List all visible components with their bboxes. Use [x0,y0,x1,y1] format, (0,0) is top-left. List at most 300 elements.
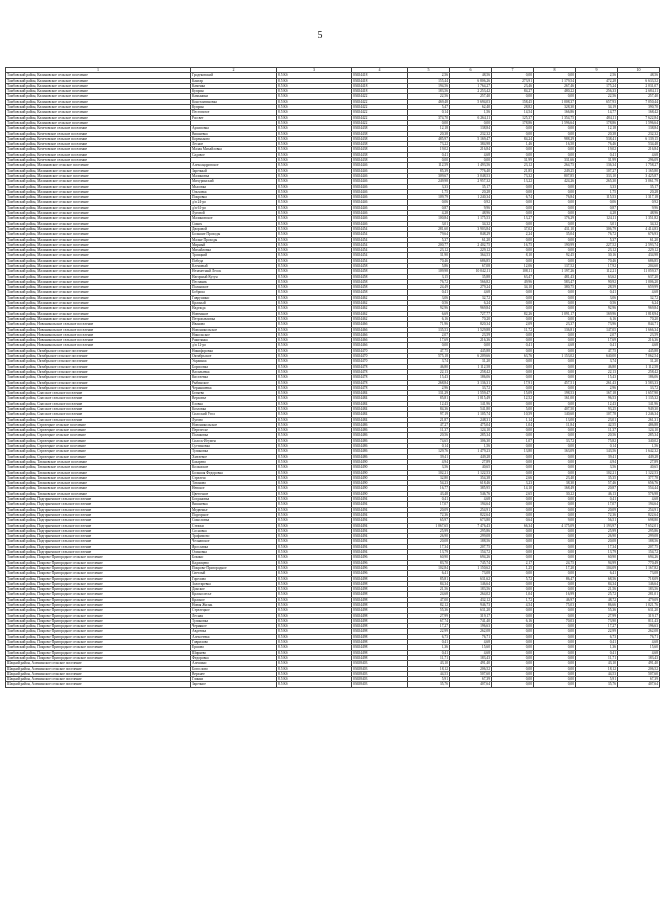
table-cell-col-3: 8.5 Кб [277,168,352,173]
table-cell-col-10: 281,01 [618,592,660,597]
table-cell-col-3: 8.5 Кб [277,301,352,306]
table-cell-col-3: 8.5 Кб [277,565,352,570]
table-cell-col-1: Тамбовский район, Малиновское сельское поселение [6,242,191,247]
table-cell-col-4: 03654454 [352,237,408,242]
table-cell-col-8: 46,97 [534,597,576,602]
table-cell-col-9: 6,16 [576,316,618,321]
table-cell-col-8: 190,99 [534,242,576,247]
table-cell-col-9: 306,79 [576,226,618,231]
table-cell-col-10: 811,43 [618,618,660,623]
table-cell-col-4: 03654496 [352,571,408,576]
table-cell-col-8: 0,00 [534,126,576,131]
table-cell-col-7: 0,00 [492,237,534,242]
table-cell-col-1: Тамбовский район, Малиновское сельское поселение [6,200,191,205]
table-cell-col-9: 26,90 [576,534,618,539]
table-cell-col-5: 1,36 [408,645,450,650]
table-cell-col-1: Тамбовский район, Малиновское сельское поселение [6,274,191,279]
table-cell-col-5: 2,96 [408,385,450,390]
table-cell-col-7: 0,00 [492,444,534,449]
table-cell-col-4: 03654486 [352,433,408,438]
table-cell-col-9: 39,41 [576,454,618,459]
table-cell-col-10: 1 165,80 [618,168,660,173]
table-cell-col-1: Тамбовский район, Покрово-Пригородное сельское поселение [6,597,191,602]
table-cell-col-5: 2,07 [408,332,450,337]
table-cell-col-4: 03654446 [352,168,408,173]
table-cell-col-9: 44,53 [576,671,618,676]
table-cell-col-3: 8.5 Кб [277,613,352,618]
table-cell-col-3: 8.5 Кб [277,311,352,316]
table-cell-col-3: 8.5 Кб [277,454,352,459]
table-cell-col-7: 2,66 [492,475,534,480]
table-cell-col-3: 8.5 Кб [277,666,352,671]
table-cell-col-6: 70,20 [450,316,492,321]
table-cell-col-10: 48,96 [618,211,660,216]
table-cell-col-2: Новоникольское [191,327,277,332]
table-cell-col-5: 46,80 [408,364,450,369]
table-cell-col-1: Тамбовский район, Спасское сельское поселение [6,401,191,406]
table-cell-col-6: 631,20 [450,608,492,613]
table-cell-col-3: 8.5 Кб [277,523,352,528]
table-cell-col-7: 63,47 [492,274,534,279]
table-cell-col-9: 34,19 [576,105,618,110]
table-cell-col-9: 107,78 [576,412,618,417]
table-cell-col-6: 4,68 [450,290,492,295]
table-cell-col-4: 03654484 [352,396,408,401]
table-cell-col-8: 481,43 [534,274,576,279]
table-cell-col-9: 35,76 [576,682,618,687]
table-cell-col-2: Алешино [191,661,277,666]
table-cell-col-8: 0,00 [534,237,576,242]
table-cell-col-6: 384,98 [450,142,492,147]
table-cell-col-5: 20,56 [408,433,450,438]
table-cell-col-10: 4,68 [618,640,660,645]
table-cell-col-5: 6,16 [408,316,450,321]
table-cell-col-7: 0,64 [492,518,534,523]
table-cell-col-10: 229,12 [618,248,660,253]
table-cell-col-8: 136,81 [534,327,576,332]
table-cell-col-9: 28,59 [576,285,618,290]
table-cell-col-10: 637,20 [618,274,660,279]
table-cell-col-3: 8.5 Кб [277,343,352,348]
table-cell-col-10: 70,20 [618,316,660,321]
table-cell-col-8: 23,37 [534,322,576,327]
table-cell-col-3: 8.5 Кб [277,650,352,655]
table-cell-col-10: 1 167,82 [618,565,660,570]
table-cell-col-3: 8.5 Кб [277,136,352,141]
table-cell-col-2: Трофимово [191,534,277,539]
table-cell-col-8: 0,00 [534,73,576,78]
table-cell-col-2: Ольховка [191,189,277,194]
table-cell-col-5: 72,36 [408,512,450,517]
table-cell-col-1: Тамбовский район, Татановское сельское поселение [6,465,191,470]
table-cell-col-5: 85,39 [408,168,450,173]
table-cell-col-5: 135,53 [408,327,450,332]
table-cell-col-6: 6 806,26 [450,78,492,83]
table-cell-col-5: 85,81 [408,396,450,401]
table-cell-col-2: Новая Жизнь [191,602,277,607]
table-cell-col-4: 03654446 [352,200,408,205]
table-cell-col-4: 03658403 [352,661,408,666]
table-cell-col-3: 8.5 Кб [277,242,352,247]
table-cell-col-5: 54,23 [408,481,450,486]
table-cell-col-9: 256,33 [576,89,618,94]
table-cell-col-10: 61,20 [618,237,660,242]
table-cell-col-5: 21,87 [408,417,450,422]
table-cell-col-2: Иваново [191,322,277,327]
table-cell-col-4: 03654498 [352,634,408,639]
table-cell-col-4: 03654494 [352,507,408,512]
table-cell-col-9: 0,41 [576,152,618,157]
table-cell-col-4: 03654438 [352,152,408,157]
table-cell-col-4: 03654486 [352,454,408,459]
table-cell-col-5: 82,12 [408,602,450,607]
table-cell-col-6: 0,00 [450,343,492,348]
table-cell-col-1: Тамбовский район, Калиновское сельское поселение [6,99,191,104]
table-cell-col-7: 2,24 [492,232,534,237]
table-cell-col-7: 0,00 [492,211,534,216]
table-cell-col-9: 261,43 [576,380,618,385]
table-cell-col-10: 262,08 [618,629,660,634]
table-cell-col-7: 1,04 [492,422,534,427]
table-cell-col-1: Тамбовский район, Покрово-Пригородное сельское поселение [6,613,191,618]
table-cell-col-7: 5,00 [492,407,534,412]
table-cell-col-10: 254,91 [618,507,660,512]
table-cell-col-10: 491,40 [618,661,660,666]
table-cell-col-7: 0,00 [492,581,534,586]
table-cell-col-2: Тулиновка [191,449,277,454]
table-cell-col-4: 03654484 [352,401,408,406]
table-cell-col-8: 0,00 [534,571,576,576]
table-cell-col-5: 469,48 [408,99,450,104]
table-cell-col-4: 03654418 [352,83,408,88]
table-cell-col-7: 0,00 [492,608,534,613]
table-cell-col-2: Нагорный Кутун [191,274,277,279]
table-cell-col-5: 73,22 [408,142,450,147]
table-cell-col-9: 93,25 [576,407,618,412]
table-cell-col-8: 0,00 [534,502,576,507]
table-cell-col-1: Тамбовский район, Малиновское сельское поселение [6,301,191,306]
table-cell-col-3: 8.5 Кб [277,316,352,321]
table-cell-col-9: 68,56 [576,576,618,581]
table-cell-col-6: 445,88 [450,348,492,353]
table-cell-col-8: 176,29 [534,216,576,221]
column-header-3: 3 [277,68,352,73]
table-cell-col-3: 8.5 Кб [277,263,352,268]
table-cell-col-4: 03654462 [352,316,408,321]
table-cell-col-10: 1 758,27 [618,163,660,168]
table-cell-col-5: 0,56 [408,301,450,306]
table-cell-col-4: 03654494 [352,539,408,544]
table-cell-col-4: 03654454 [352,226,408,231]
table-cell-col-9: 63,62 [576,274,618,279]
table-cell-col-1: Тамбовский район, Спасское сельское поселение [6,417,191,422]
table-cell-col-2: Стрелецкое [191,608,277,613]
table-cell-col-8: 0,00 [534,512,576,517]
table-cell-col-9: 112,21 [576,269,618,274]
table-cell-col-7: 66,34 [492,523,534,528]
table-cell-col-7: 0,00 [492,131,534,136]
table-cell-col-6: 1 105,74 [450,412,492,417]
table-cell-col-1: Тамбовский район, Октябрьское сельское поселение [6,348,191,353]
table-cell-col-9: 11,71 [576,655,618,660]
table-cell-col-8: 0,00 [534,369,576,374]
table-cell-col-9: 57,46 [576,481,618,486]
table-cell-col-8: 0,00 [534,221,576,226]
table-cell-col-6: 727,77 [450,311,492,316]
table-cell-col-3: 8.5 Кб [277,544,352,549]
table-cell-col-6: 631,62 [450,576,492,581]
table-cell-col-7: 0,00 [492,290,534,295]
table-cell-col-3: 8.5 Кб [277,221,352,226]
table-cell-col-9: 124,11 [576,216,618,221]
table-cell-col-4: 03654438 [352,136,408,141]
table-cell-col-3: 8.5 Кб [277,354,352,359]
table-cell-col-8: 0,00 [534,539,576,544]
table-cell-col-2: Никифоровка [191,348,277,353]
table-cell-col-8: 1 179,54 [534,78,576,83]
table-cell-col-6: 2 253,42 [450,89,492,94]
table-cell-col-10: 4,68 [618,343,660,348]
table-cell-col-8: 13,00 [534,417,576,422]
table-cell-col-7: 23,12 [492,163,534,168]
table-cell-col-8: 1 354,75 [534,115,576,120]
table-cell-col-2: Украинка [191,359,277,364]
table-cell-col-4: 03654454 [352,242,408,247]
table-cell-col-6: 183,43 [450,655,492,660]
table-cell-col-3: 8.5 Кб [277,444,352,449]
table-cell-col-1: Тамбовский район, Покрово-Пригородное сельское поселение [6,581,191,586]
table-cell-col-5: 0,00 [408,158,450,163]
table-cell-col-9: 47,75 [576,348,618,353]
table-cell-col-8: 0,00 [534,454,576,459]
table-cell-col-6: 40,65 [450,465,492,470]
table-cell-col-2: Луговой [191,211,277,216]
table-cell-col-1: Тамбовский район, Татановское сельское поселение [6,486,191,491]
table-cell-col-9: 2,96 [576,385,618,390]
table-cell-col-7: 0,00 [492,189,534,194]
table-cell-col-5: 11,71 [408,655,450,660]
table-cell-col-2: Малая Михайловка [191,147,277,152]
table-cell-col-10: 319,17 [618,613,660,618]
table-cell-col-8: 92,45 [534,253,576,258]
table-cell-col-2: Новоникольское [191,422,277,427]
table-cell-col-1: Тамбовский район, Малиновское сельское поселение [6,248,191,253]
table-cell-col-3: 8.5 Кб [277,120,352,125]
table-cell-col-4: 03654490 [352,491,408,496]
table-cell-col-1: Тамбовский район, Подгорненское сельское поселение [6,550,191,555]
table-cell-col-10: 479,09 [618,597,660,602]
table-cell-col-3: 8.5 Кб [277,507,352,512]
table-cell-col-4: 03658403 [352,666,408,671]
table-cell-col-4: 03654498 [352,618,408,623]
table-cell-col-2: Пестоватое [191,110,277,115]
table-cell-col-7: 0,00 [492,534,534,539]
table-cell-col-6: 194,64 [450,502,492,507]
table-cell-col-3: 8.5 Кб [277,576,352,581]
table-cell-col-4: 03654422 [352,115,408,120]
table-cell-col-8: 583,47 [534,279,576,284]
table-cell-col-6: 0,00 [450,120,492,125]
table-cell-col-10: 40,65 [618,465,660,470]
table-cell-col-8: 1 091,17 [534,311,576,316]
table-cell-col-7: 0,00 [492,640,534,645]
column-header-2: 2 [191,68,277,73]
table-cell-col-5: 268,84 [408,380,450,385]
table-cell-col-1: Тамбовский район, Татановское сельское поселение [6,470,191,475]
table-cell-col-6: 673,80 [450,518,492,523]
table-cell-col-4: 03654458 [352,269,408,274]
table-cell-col-4: 03654446 [352,179,408,184]
table-cell-col-5: 249,98 [408,179,450,184]
table-cell-col-6: 35,88 [450,274,492,279]
table-cell-col-8: 0,00 [534,534,576,539]
table-cell-col-5: 16,77 [408,486,450,491]
table-cell-col-5: 97,19 [408,412,450,417]
table-cell-col-3: 8.5 Кб [277,226,352,231]
table-cell-col-3: 8.5 Кб [277,327,352,332]
table-cell-col-3: 8.5 Кб [277,555,352,560]
table-cell-col-7: 0,00 [492,301,534,306]
table-cell-col-1: Тамбовский район, Калиновское сельское поселение [6,105,191,110]
table-cell-col-10: 299,08 [618,534,660,539]
table-cell-col-3: 8.5 Кб [277,279,352,284]
table-cell-col-8: 0,00 [534,624,576,629]
table-cell-col-2: Лугово [191,417,277,422]
table-cell-col-10: 138,84 [618,126,660,131]
table-cell-col-9: 3,56 [576,465,618,470]
table-cell-col-10: 76,71 [618,634,660,639]
table-cell-col-8: 0,00 [534,301,576,306]
table-cell-col-10: 196,63 [618,624,660,629]
table-cell-col-2: Рассвет [191,115,277,120]
table-cell-col-4: 03654486 [352,428,408,433]
table-cell-col-7: 0,00 [492,248,534,253]
table-cell-col-9: 23,12 [576,248,618,253]
table-cell-col-10: 2 031,07 [618,83,660,88]
table-cell-col-2: Петропавловка [191,316,277,321]
table-cell-col-10: 434,98 [618,253,660,258]
table-cell-col-10: 694,26 [618,555,660,560]
table-cell-col-3: 8.5 Кб [277,131,352,136]
table-cell-col-2: Подгорное [191,512,277,517]
table-cell-col-9: 27,99 [576,613,618,618]
table-cell-col-7: 1,72 [492,597,534,602]
table-cell-col-4: 03654438 [352,131,408,136]
table-cell-col-7: 37,02 [492,226,534,231]
table-cell-col-6: 279,24 [450,285,492,290]
table-cell-col-6: 449,28 [450,454,492,459]
table-cell-col-3: 8.5 Кб [277,502,352,507]
table-cell-col-6: 6 209,66 [450,354,492,359]
table-cell-col-2: Архиповка [191,126,277,131]
column-header-9: 9 [576,68,618,73]
table-cell-col-3: 8.5 Кб [277,470,352,475]
table-cell-col-10: 216,36 [618,338,660,343]
table-cell-col-10: 9,96 [618,205,660,210]
table-cell-col-9: 0,41 [576,497,618,502]
table-cell-col-10: 844,71 [618,322,660,327]
table-cell-col-1: Тамбовский район, Подгорненское сельское поселение [6,539,191,544]
table-cell-col-7: 0,00 [492,152,534,157]
table-cell-col-4: 03654446 [352,216,408,221]
table-cell-col-9: 102,21 [576,470,618,475]
page-number: 5 [317,30,323,41]
table-cell-col-10: 3 583,33 [618,380,660,385]
table-cell-col-4: 03654454 [352,232,408,237]
table-cell-col-8: 76,84 [534,195,576,200]
table-cell-col-4: 03654490 [352,470,408,475]
table-cell-col-6: 258,42 [450,369,492,374]
table-cell-col-2: Медвежье [191,507,277,512]
table-cell-col-1: Тамбовский район, Малиновское сельское поселение [6,205,191,210]
table-cell-col-5: 0,14 [408,110,450,115]
table-cell-col-1: Шацкий район, Алешинское сельское поселение [6,677,191,682]
table-cell-col-6: 745,74 [450,560,492,565]
table-cell-col-8: 33,72 [534,438,576,443]
table-cell-col-6: 4,68 [450,650,492,655]
table-cell-col-10: 4 414,83 [618,226,660,231]
table-cell-col-1: Тамбовский район, Новоникольское сельское поселение [6,327,191,332]
table-cell-col-10: 1,56 [618,444,660,449]
table-cell-col-10: 6 633,52 [618,78,660,83]
table-cell-col-2: Беляево [191,391,277,396]
table-cell-col-8: 0,00 [534,295,576,300]
table-cell-col-8: 166,86 [534,110,576,115]
table-cell-col-10: 486,88 [618,422,660,427]
table-cell-col-3: 8.5 Кб [277,189,352,194]
table-cell-col-4: 03654438 [352,142,408,147]
table-cell-col-7: 0,00 [492,497,534,502]
table-cell-col-5: 24,68 [408,592,450,597]
table-cell-col-10: 0,92 [618,200,660,205]
table-cell-col-3: 8.5 Кб [277,338,352,343]
table-cell-col-6: 31,20 [450,359,492,364]
table-cell-col-1: Тамбовский район, Октябрьское сельское поселение [6,364,191,369]
table-cell-col-2: Авдеевка [191,629,277,634]
column-header-7: 7 [492,68,534,73]
table-cell-col-8: 4,68 [534,343,576,348]
table-cell-col-5: 1 067,65 [408,523,450,528]
table-cell-col-4: 03654498 [352,645,408,650]
table-cell-col-4: 03654446 [352,184,408,189]
table-cell-col-3: 8.5 Кб [277,269,352,274]
table-cell-col-1: Тамбовский район, Покрово-Пригородное сельское поселение [6,565,191,570]
table-cell-col-6: 319,17 [450,613,492,618]
table-cell-col-7: 0,00 [492,629,534,634]
table-cell-col-3: 8.5 Кб [277,401,352,406]
table-cell-col-1: Тамбовский район, Покрово-Пригородное сельское поселение [6,592,191,597]
table-cell-col-7: 0,00 [492,624,534,629]
table-cell-col-7: 0,00 [492,459,534,464]
table-cell-col-6: 1 240,34 [450,195,492,200]
table-cell-col-7: 0,00 [492,550,534,555]
table-cell-col-10: 4,68 [618,152,660,157]
table-cell-col-3: 8.5 Кб [277,237,352,242]
table-cell-col-8: 424,26 [534,179,576,184]
table-cell-col-1: Тамбовский район, Подгорненское сельское поселение [6,528,191,533]
table-cell-col-9: 42,55 [576,422,618,427]
table-cell-col-9: 17,34 [576,544,618,549]
table-cell-col-7: 13,27 [492,216,534,221]
table-cell-col-6: 5 694,03 [450,99,492,104]
table-cell-col-4: 03654422 [352,99,408,104]
table-cell-col-5: 60,90 [408,555,450,560]
table-cell-col-6: 3 903,84 [450,226,492,231]
table-cell-col-9: 20,87 [576,486,618,491]
table-cell-col-1: Тамбовский район, Малиновское сельское поселение [6,216,191,221]
table-cell-col-1: Тамбовский район, Покрово-Пригородное сельское поселение [6,629,191,634]
table-cell-col-2: Еловка [191,401,277,406]
